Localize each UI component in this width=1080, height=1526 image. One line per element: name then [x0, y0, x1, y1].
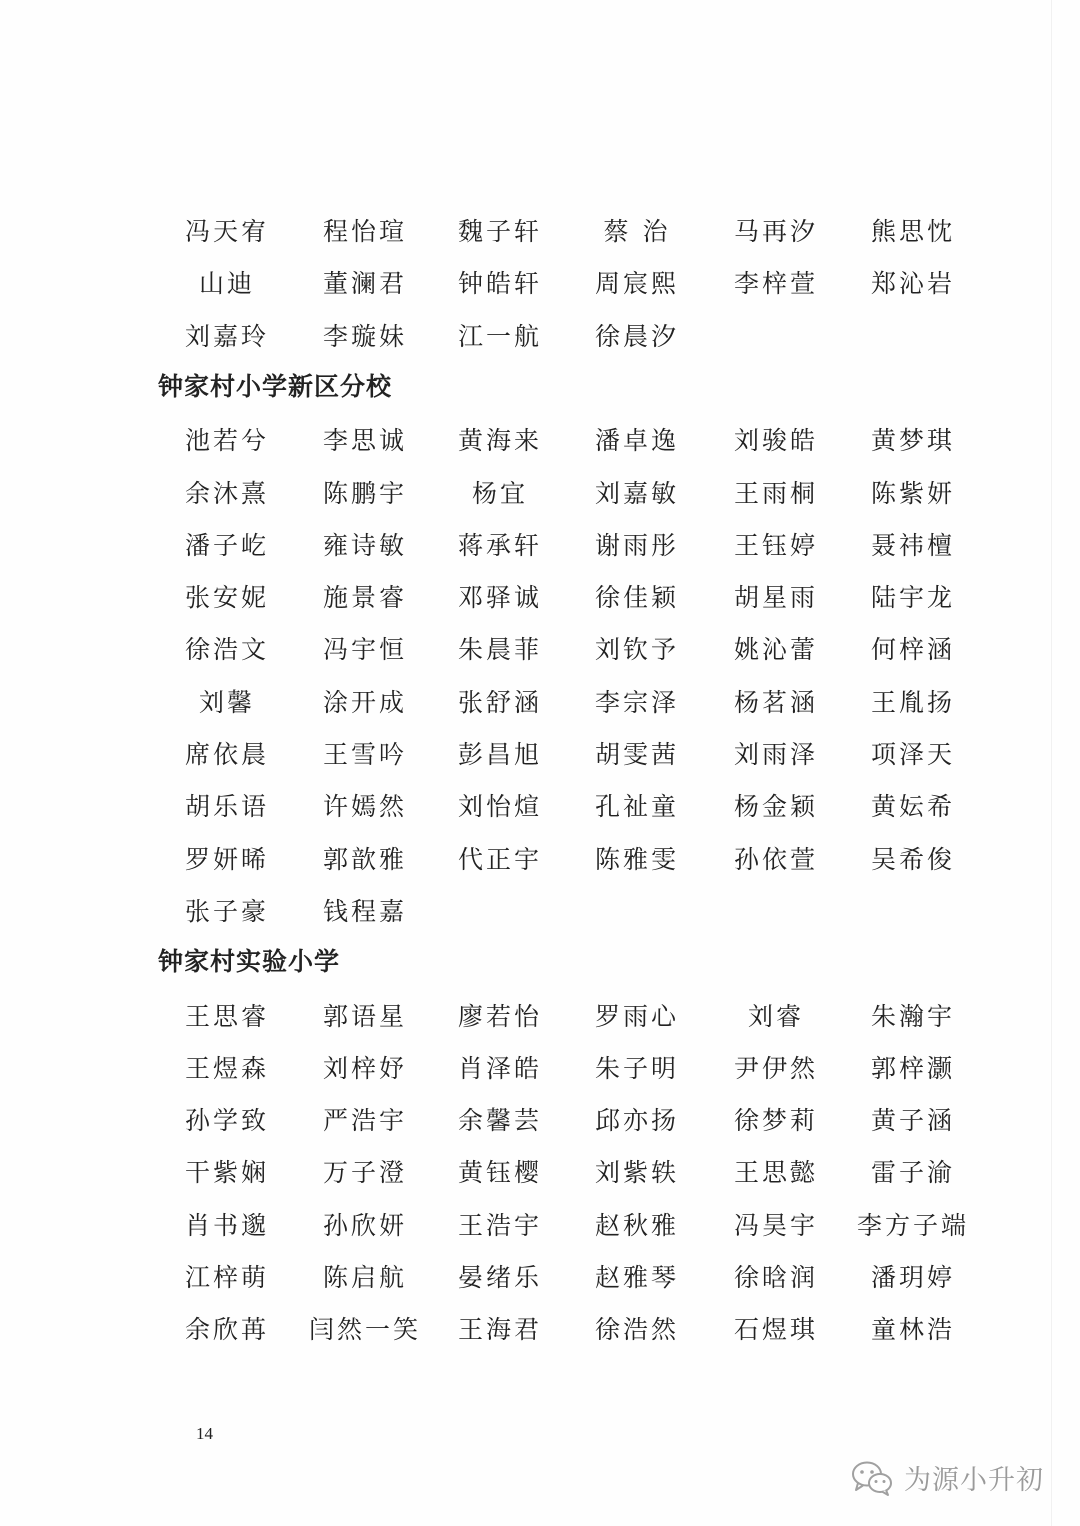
watermark-text: 为源小升初	[904, 1465, 1044, 1496]
student-name: 王雪吟	[322, 740, 407, 769]
student-name: 黄梦琪	[870, 426, 955, 456]
name-row	[0, 1310, 1080, 1350]
name-row	[0, 840, 1080, 880]
student-name: 刘嘉玲	[184, 321, 269, 351]
student-name: 陈启航	[322, 1263, 407, 1292]
name-row	[0, 735, 1080, 775]
student-name: 刘馨	[198, 687, 255, 717]
student-name: 聂祎檀	[870, 530, 955, 560]
student-name: 施景睿	[322, 583, 407, 613]
name-row	[0, 317, 1080, 357]
student-name: 张子豪	[184, 896, 269, 926]
student-name: 池若兮	[184, 426, 269, 456]
student-name: 王雨桐	[733, 478, 818, 508]
student-name: 董澜君	[322, 269, 407, 299]
student-name: 邓驿诚	[457, 583, 542, 613]
student-name: 山迪	[198, 269, 255, 299]
student-name: 张安妮	[184, 583, 269, 613]
student-name: 肖泽皓	[457, 1053, 542, 1083]
student-name: 胡乐语	[184, 792, 269, 822]
student-name: 涂开成	[322, 687, 407, 717]
student-name: 陈雅雯	[594, 844, 679, 874]
student-name: 余沐熹	[184, 478, 269, 508]
student-name: 胡雯茜	[594, 740, 679, 769]
student-name: 席依晨	[184, 740, 269, 769]
student-name: 李宗泽	[594, 687, 679, 717]
student-name: 钱程嘉	[322, 896, 407, 926]
student-name: 李梓萱	[733, 269, 818, 299]
student-name: 刘骏皓	[733, 426, 818, 456]
student-name: 刘睿	[747, 1001, 804, 1031]
student-name: 谢雨彤	[594, 530, 679, 560]
student-name: 杨宜	[471, 478, 528, 508]
student-name: 孔祉童	[594, 792, 679, 822]
student-name: 罗妍晞	[184, 844, 269, 874]
student-name: 万子澄	[322, 1158, 407, 1188]
student-name: 孙欣妍	[322, 1210, 407, 1240]
student-name: 陈紫妍	[870, 478, 955, 508]
student-name: 郑沁岩	[870, 269, 955, 299]
wechat-icon	[850, 1459, 894, 1497]
student-name: 刘雨泽	[733, 740, 818, 769]
student-name: 何梓涵	[870, 635, 955, 665]
name-row	[0, 526, 1080, 566]
student-name: 赵雅琴	[594, 1263, 679, 1292]
student-name: 李璇妹	[322, 321, 407, 351]
student-name: 钟皓轩	[457, 269, 542, 299]
student-name: 熊思忱	[870, 217, 955, 246]
student-name: 王思睿	[184, 1001, 269, 1031]
student-name: 尹伊然	[733, 1053, 818, 1083]
student-name: 代正宇	[457, 844, 542, 874]
student-name: 郭梓灏	[870, 1053, 955, 1083]
student-name: 雷子渝	[870, 1158, 955, 1188]
student-name: 黄妘希	[870, 792, 955, 822]
student-name: 朱晨菲	[457, 635, 542, 665]
student-name: 江一航	[457, 321, 542, 351]
student-name: 徐浩然	[594, 1315, 679, 1345]
student-name: 黄钰樱	[457, 1158, 542, 1188]
name-row	[0, 892, 1080, 932]
student-name: 孙依萱	[733, 844, 818, 874]
student-name: 胡星雨	[733, 583, 818, 613]
student-name: 周宸熙	[594, 269, 679, 299]
student-name: 徐梦莉	[733, 1106, 818, 1136]
student-name: 杨金颖	[733, 792, 818, 822]
student-name: 陆宇龙	[870, 583, 955, 613]
name-row	[0, 1101, 1080, 1141]
student-name: 潘玥婷	[870, 1263, 955, 1292]
student-name: 朱子明	[594, 1053, 679, 1083]
student-name: 马再汐	[733, 217, 818, 246]
name-row	[0, 1206, 1080, 1246]
student-name: 徐佳颖	[594, 583, 679, 613]
student-name: 李方子端	[856, 1210, 969, 1240]
student-name: 冯昊宇	[733, 1210, 818, 1240]
student-name: 刘怡煊	[457, 792, 542, 822]
student-name: 邱亦扬	[594, 1106, 679, 1136]
name-row	[0, 474, 1080, 514]
student-name: 王胤扬	[870, 687, 955, 717]
student-name: 刘紫轶	[594, 1158, 679, 1188]
student-name: 蒋承轩	[457, 530, 542, 560]
student-name: 晏绪乐	[457, 1263, 542, 1292]
student-name: 项泽天	[870, 740, 955, 769]
student-name: 彭昌旭	[457, 740, 542, 769]
name-row	[0, 787, 1080, 827]
student-name: 李思诚	[322, 426, 407, 456]
name-row	[0, 1258, 1080, 1298]
student-name: 肖书邈	[184, 1210, 269, 1240]
student-name: 郭语星	[322, 1001, 407, 1031]
student-name: 杨茗涵	[733, 687, 818, 717]
name-row	[0, 1049, 1080, 1089]
student-name: 王煜森	[184, 1053, 269, 1083]
student-name: 潘子屹	[184, 530, 269, 560]
student-name: 刘梓妤	[322, 1053, 407, 1083]
student-name: 张舒涵	[457, 687, 542, 717]
student-name: 吴希俊	[870, 844, 955, 874]
student-name: 干紫娴	[184, 1158, 269, 1188]
student-name: 黄子涵	[870, 1106, 955, 1136]
student-name: 徐晨汐	[594, 321, 679, 351]
student-name: 廖若怡	[457, 1001, 542, 1031]
name-row	[0, 997, 1080, 1037]
student-name: 赵秋雅	[594, 1210, 679, 1240]
student-name: 石煜琪	[733, 1315, 818, 1345]
watermark	[850, 1458, 1044, 1497]
student-name: 朱瀚宇	[870, 1001, 955, 1031]
student-name: 许嫣然	[322, 792, 407, 822]
student-name: 童林浩	[870, 1315, 955, 1345]
student-name: 蔡 治	[603, 217, 671, 246]
school-heading: 钟家村小学新区分校	[158, 371, 393, 401]
student-name: 徐浩文	[184, 635, 269, 665]
student-name: 陈鹏宇	[322, 478, 407, 508]
student-name: 江梓萌	[184, 1263, 269, 1292]
student-name: 罗雨心	[594, 1001, 679, 1031]
student-name: 冯宇恒	[322, 635, 407, 665]
name-row	[0, 212, 1080, 252]
student-name: 严浩宇	[322, 1106, 407, 1136]
student-name: 孙学致	[184, 1106, 269, 1136]
student-name: 冯天宥	[184, 217, 269, 246]
school-heading: 钟家村实验小学	[158, 947, 341, 977]
name-row	[0, 1153, 1080, 1193]
name-row	[0, 421, 1080, 461]
name-row	[0, 578, 1080, 618]
page-number: 14	[196, 1424, 213, 1443]
name-row	[0, 264, 1080, 304]
student-name: 黄海来	[457, 426, 542, 456]
name-row	[0, 630, 1080, 670]
student-name: 王思懿	[733, 1158, 818, 1188]
student-name: 王浩宇	[457, 1210, 542, 1240]
student-name: 余欣苒	[184, 1315, 269, 1345]
student-name: 闫然一笑	[308, 1315, 421, 1345]
student-name: 魏子轩	[457, 217, 542, 246]
student-name: 潘卓逸	[594, 426, 679, 456]
student-name: 徐晗润	[733, 1263, 818, 1292]
name-row	[0, 683, 1080, 723]
student-name: 程怡瑄	[322, 217, 407, 246]
student-name: 王海君	[457, 1315, 542, 1345]
student-name: 刘嘉敏	[594, 478, 679, 508]
student-name: 雍诗敏	[322, 530, 407, 560]
student-name: 余馨芸	[457, 1106, 542, 1136]
student-name: 姚沁蕾	[733, 635, 818, 665]
student-name: 郭歆雅	[322, 844, 407, 874]
student-name: 王钰婷	[733, 530, 818, 560]
student-name: 刘钦予	[594, 635, 679, 665]
